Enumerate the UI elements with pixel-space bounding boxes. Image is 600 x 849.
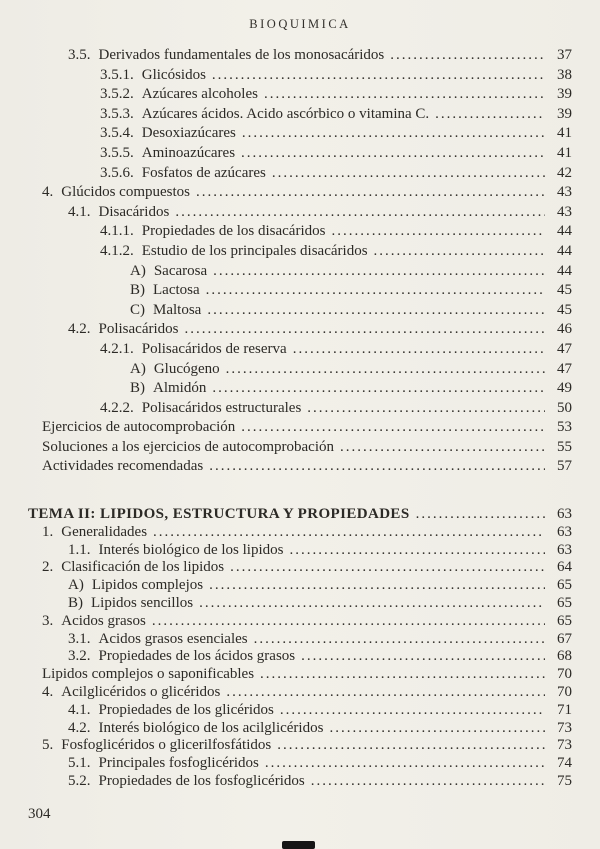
toc-entry-number: 4.1. [68,203,91,220]
toc-entry [28,418,572,438]
toc-entry-text [42,418,235,438]
toc-entry-number: 3.5.6. [100,164,134,181]
toc-entry [28,506,572,524]
toc-entry [28,301,572,321]
dot-leader [331,222,545,242]
toc-entry-page: 70 [557,684,572,701]
dot-leader [260,666,545,684]
toc-entry-number: 3. [42,612,54,629]
toc-entry [28,684,572,702]
toc-entry-title: Sacarosa [153,262,208,279]
toc-entry [28,105,572,125]
toc-entry-number: 4.2.2. [100,399,134,416]
dot-leader [329,720,545,738]
dot-leader [435,105,545,125]
toc-entry [28,222,572,242]
toc-entry-page: 43 [557,203,572,220]
toc-entry-text [68,702,274,720]
toc-entry-number: A) [130,360,146,377]
toc-entry [28,542,572,560]
dot-leader [213,262,545,282]
toc-entry-number: 3.5.3. [100,105,134,122]
toc-entry-title: Fosfoglicéridos o glicerilfosfátidos [61,737,272,754]
toc-entry [28,164,572,184]
toc-entry-text [100,144,235,164]
toc-entry [28,524,572,542]
toc-entry-number: 4.2.1. [100,340,134,357]
dot-leader [226,684,545,702]
dot-leader [301,648,545,666]
toc-entry-text [100,242,368,262]
toc-entry-text [100,164,266,184]
toc-entry [28,262,572,282]
toc-entry-page: 50 [557,399,572,416]
toc-entry [28,702,572,720]
dot-leader [199,595,545,613]
toc-entry-text [68,595,193,613]
toc-entry-number: 3.5. [68,47,91,63]
toc-entry-page: 44 [557,242,572,259]
toc-entry [28,438,572,458]
toc-entry-page: 46 [557,321,572,338]
toc-entry-text [100,66,206,86]
dot-leader [277,737,545,755]
toc-entry [28,595,572,613]
toc-entry-title: Generalidades [61,523,148,540]
toc-entry-number: 1. [42,523,54,540]
toc-entry [28,613,572,631]
toc-entry-page: 68 [557,648,572,665]
toc-entry-title: Maltosa [153,301,202,318]
toc-entry-page: 57 [557,458,572,475]
toc-entry [28,66,572,86]
toc-entry-text [130,379,206,399]
toc-entry-page: 65 [557,577,572,594]
toc-entry-page: 55 [557,438,572,455]
toc-entry-page: 63 [557,523,572,540]
toc-entry-page: 44 [557,262,572,279]
toc-entry-text [100,105,429,125]
toc-entry-number: A) [68,577,84,594]
toc-entry-page: 64 [557,559,572,576]
toc-entry-page: 67 [557,630,572,647]
toc-entry-title: Estudio de los principales disacáridos [141,242,368,259]
toc-entry-title: Desoxiazúcares [141,125,236,142]
toc-entry-title: Aminoazúcares [141,144,236,161]
running-header-book-title: BIOQUIMICA [249,17,351,31]
toc-entry-number: 3.5.2. [100,86,134,103]
toc-entry [28,755,572,773]
toc-entry [28,457,572,477]
toc-entry-text [130,360,220,380]
toc-entry-text [42,183,190,203]
toc-entry-title: Ejercicios de autocomprobación [42,419,236,436]
toc-entry-number: 4.2. [68,321,91,338]
toc-entry [28,85,572,105]
toc-entry-text [42,613,146,631]
toc-entry [28,379,572,399]
toc-entry-text [68,577,203,595]
toc-entry [28,559,572,577]
toc-entry-number: B) [130,282,145,299]
toc-entry-page: 41 [557,144,572,161]
toc-entry-title: Interés biológico de los lipidos [98,541,284,558]
toc-entry-text [100,340,287,360]
toc-entry-page: 47 [557,340,572,357]
toc-entry-page: 49 [557,380,572,397]
toc-entry-number: 4. [42,184,54,201]
toc-entry-title: Propiedades de los fosfoglicéridos [98,773,305,790]
toc-entry [28,720,572,738]
toc-entry-text [100,124,236,144]
toc-entry-text [100,399,301,419]
toc-entry-text [130,262,207,282]
toc-entry-title: Lactosa [153,282,200,299]
dot-leader [280,702,545,720]
toc-entry-page: 74 [557,755,572,772]
toc-entry [28,340,572,360]
toc-entry [28,124,572,144]
toc-entry [28,399,572,419]
toc-entry-number: 3.5.1. [100,66,134,83]
toc-entry [28,577,572,595]
toc-entry-title: TEMA II: LIPIDOS, ESTRUCTURA Y PROPIEDADES [28,506,410,523]
toc-entry-page: 45 [557,282,572,299]
toc-entry-title: Fosfatos de azúcares [141,164,266,181]
toc-entry-text [42,438,334,458]
toc-entry [28,737,572,755]
dot-leader [212,66,545,86]
toc-entry-page: 38 [557,66,572,83]
toc-entry-title: Polisacáridos [98,321,179,338]
toc-entry-number: 3.5.4. [100,125,134,142]
dot-leader [209,457,545,477]
toc-entry [28,281,572,301]
toc-entry-title: Disacáridos [98,203,170,220]
toc-entry-number: 3.5.5. [100,144,134,161]
toc-entry-title: Azúcares ácidos. Acido ascórbico o vitamina C. [141,105,430,122]
toc-entry [28,631,572,649]
toc-entry-text [28,506,410,524]
toc-entry-title: Azúcares alcoholes [141,86,258,103]
toc-entry-number: 5.1. [68,755,91,772]
dot-leader [226,360,545,380]
toc-entry-title: Glucógeno [153,360,220,377]
toc-entry-number: 4.1.1. [100,223,134,240]
toc-entry-title: Almidón [153,380,207,397]
toc-entry-title: Lipidos complejos [91,577,204,594]
dot-leader [241,144,545,164]
toc-entry-page: 65 [557,612,572,629]
toc-entry-page: 37 [557,47,572,63]
dot-leader [289,542,545,560]
dot-leader [212,379,545,399]
dot-leader [272,164,545,184]
toc-entry-page: 53 [557,419,572,436]
toc-entry-text [68,648,295,666]
toc-entry-title: Clasificación de los lipidos [61,559,225,576]
toc-entry-text [130,281,200,301]
toc-entry-page: 65 [557,595,572,612]
toc-entry-page: 43 [557,184,572,201]
toc-entry-text [42,559,224,577]
toc-entry-text [68,320,179,340]
dot-leader [307,399,545,419]
toc-entry [28,773,572,791]
toc-entry-number: 4.2. [68,719,91,736]
dot-leader [264,85,545,105]
toc-entry-number: C) [130,301,145,318]
toc-entry-title: Principales fosfoglicéridos [98,755,259,772]
scan-artifact-mark [282,841,315,849]
dot-leader [390,46,545,66]
toc-entry-title: Propiedades de los disacáridos [141,223,326,240]
toc-entry-title: Propiedades de los ácidos grasos [98,648,296,665]
toc-entry-number: 2. [42,559,54,576]
toc-entry-number: 5. [42,737,54,754]
toc-entry-title: Acidos grasos esenciales [98,630,248,647]
dot-leader [340,438,545,458]
dot-leader [209,577,545,595]
dot-leader [374,242,545,262]
toc-entry-title: Acidos grasos [61,612,146,629]
toc-entry-text [42,666,254,684]
toc-entry-number: B) [130,380,145,397]
toc [28,46,572,791]
toc-entry-text [68,773,305,791]
toc-entry [28,666,572,684]
dot-leader [206,281,545,301]
toc-entry-text [42,737,271,755]
toc-entry [28,242,572,262]
toc-entry-text [100,222,325,242]
toc-entry [28,360,572,380]
toc-entry-text [68,720,323,738]
toc-entry-text [42,684,220,702]
toc-entry-title: Soluciones a los ejercicios de autocomprobación [42,438,334,455]
toc-entry [28,648,572,666]
toc-entry-title: Interés biológico de los acilglicéridos [98,719,324,736]
dot-leader [175,203,545,223]
toc-entry-title: Glúcidos compuestos [61,184,190,201]
toc-entry-page: 41 [557,125,572,142]
toc-entry-number: 1.1. [68,541,91,558]
toc-entry-title: Polisacáridos estructurales [141,399,302,416]
toc-entry-text [68,631,248,649]
dot-leader [311,773,545,791]
toc-entry-page: 45 [557,301,572,318]
dot-leader [207,301,545,321]
toc-entry [28,320,572,340]
toc-entry-text [68,755,259,773]
toc-entry-text [42,457,203,477]
toc-entry-page: 39 [557,86,572,103]
dot-leader [293,340,545,360]
page-number: 304 [28,806,51,822]
dot-leader [265,755,545,773]
toc-entry [28,183,572,203]
toc-entry-title: Lipidos complejos o saponificables [42,666,255,683]
toc-entry-page: 73 [557,719,572,736]
dot-leader [254,631,545,649]
dot-leader [416,506,545,524]
toc-entry-page: 47 [557,360,572,377]
toc-entry-text [42,524,147,542]
toc-entry-number: B) [68,595,83,612]
toc-entry-number: 4.1.2. [100,242,134,259]
toc-entry-number: 3.1. [68,630,91,647]
toc-entry-title: Acilglicéridos o glicéridos [61,684,221,701]
toc-entry-number: A) [130,262,146,279]
toc-entry-number: 3.2. [68,648,91,665]
toc-section-tema-2 [28,506,572,791]
toc-entry [28,203,572,223]
toc-entry-text [100,85,258,105]
dot-leader [196,183,545,203]
toc-entry-text [130,301,201,321]
toc-section-tema-1-continuacion [28,46,572,477]
toc-entry-page: 42 [557,164,572,181]
toc-entry [28,144,572,164]
dot-leader [242,124,545,144]
toc-entry-title: Actividades recomendadas [42,458,204,475]
toc-entry-title: Derivados fundamentales de los monosacáridos [98,47,385,63]
toc-entry-number: 4.1. [68,701,91,718]
toc-entry-page: 75 [557,773,572,790]
dot-leader [230,559,545,577]
toc-entry-page: 71 [557,701,572,718]
toc-entry-number: 5.2. [68,773,91,790]
toc-entry-page: 73 [557,737,572,754]
toc-entry-page: 63 [557,506,572,523]
dot-leader [185,320,546,340]
toc-entry-text [68,542,283,560]
toc-entry-title: Glicósidos [141,66,206,83]
toc-entry-title: Polisacáridos de reserva [141,340,287,357]
toc-entry-page: 70 [557,666,572,683]
toc-entry-text [68,46,384,66]
toc-entry-title: Propiedades de los glicéridos [98,701,274,718]
toc-entry-title: Lipidos sencillos [91,595,194,612]
toc-entry-page: 63 [557,541,572,558]
toc-entry-page: 39 [557,105,572,122]
toc-entry-number: 4. [42,684,54,701]
toc-entry [28,46,572,66]
toc-entry-page: 44 [557,223,572,240]
dot-leader [153,524,545,542]
dot-leader [241,418,545,438]
toc-entry-text [68,203,169,223]
dot-leader [152,613,545,631]
